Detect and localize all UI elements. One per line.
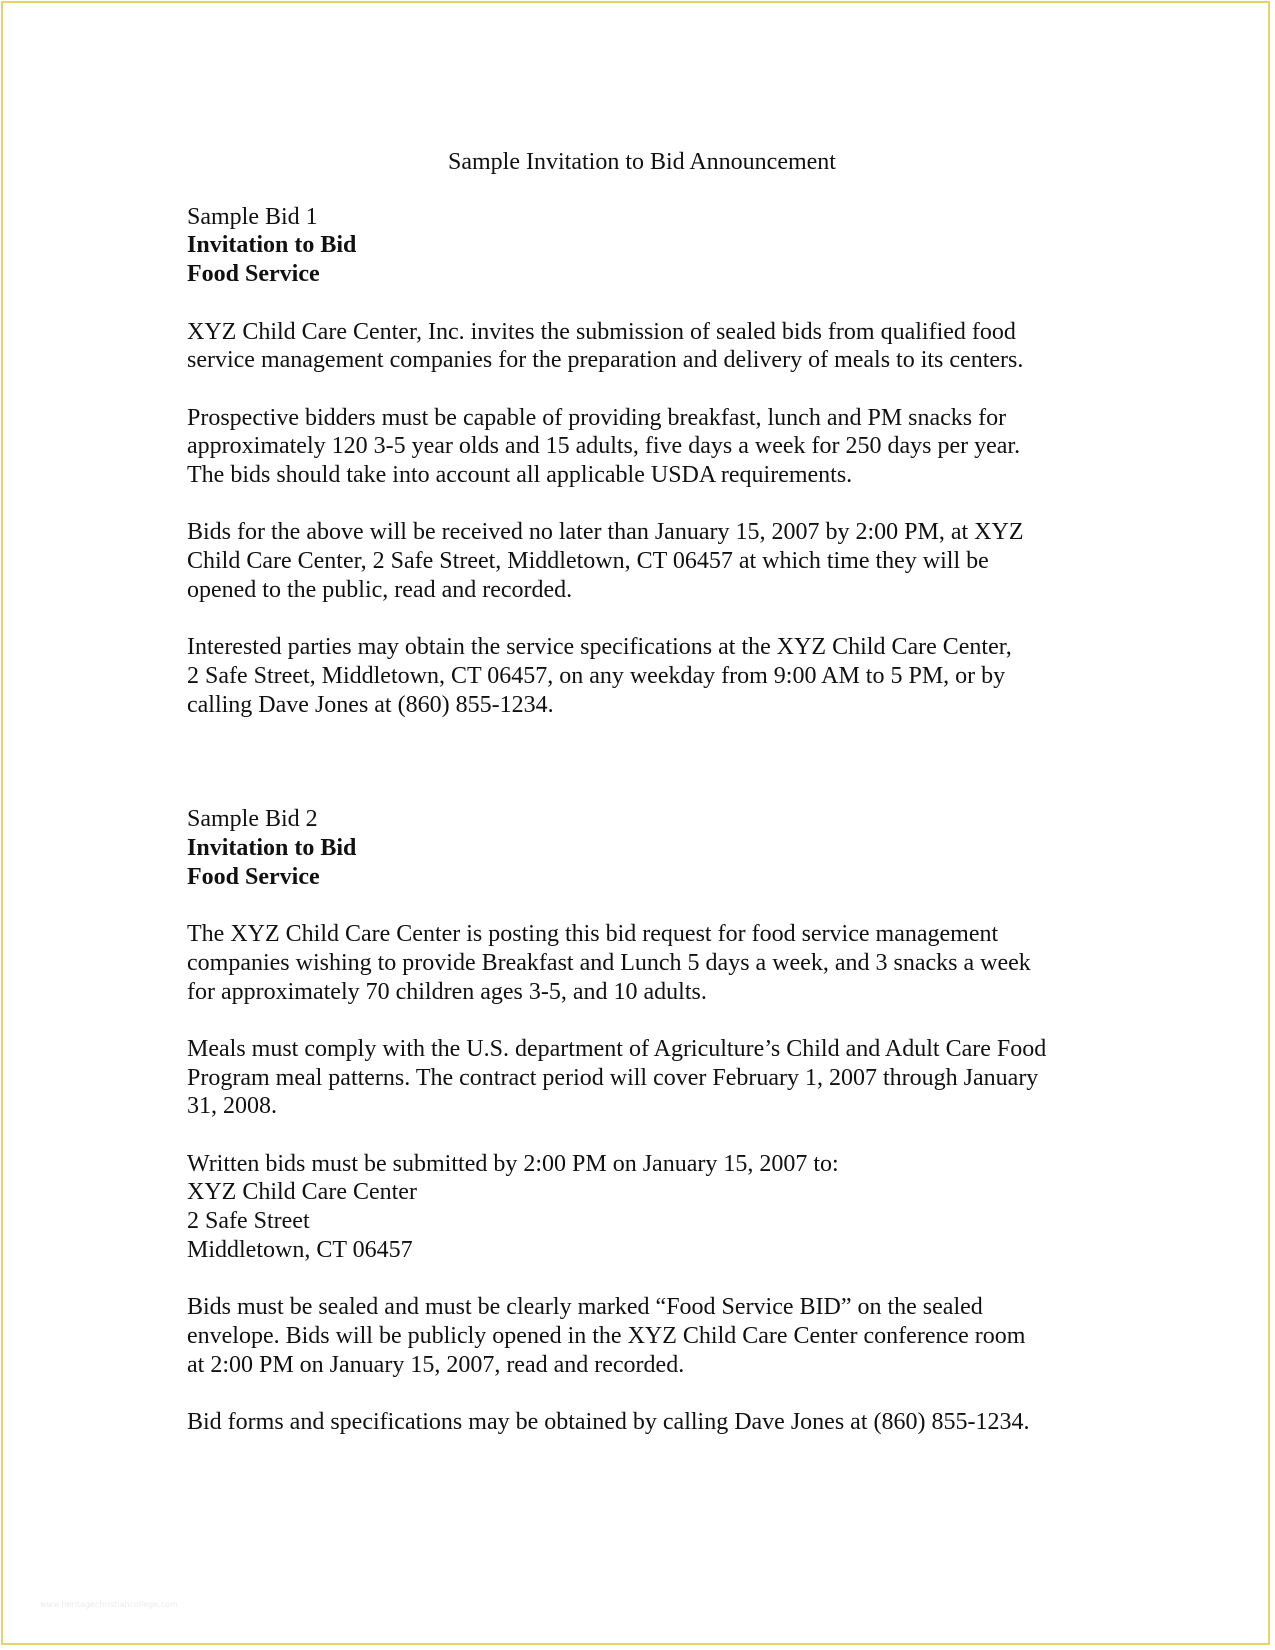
bid-2-label: Sample Bid 2 [187,806,318,833]
text-line: service management companies for the preparation and delivery of meals to its centers. [187,347,1024,374]
document-title: Sample Invitation to Bid Announcement [448,149,836,175]
bid-2-paragraph-2 [187,1035,1097,1121]
text-line: The bids should take into account all applicable USDA requirements. [187,462,853,488]
text-line: Interested parties may obtain the service specifications at the XYZ Child Care Center, [187,634,1012,661]
text-line: at 2:00 PM on January 15, 2007, read and recorded. [187,1351,685,1378]
bid-2-paragraph-5 [187,1408,1097,1437]
text-line: approximately 120 3-5 year olds and 15 adults, five days a week for 250 days per year. [187,433,1021,460]
bid-2-paragraph-1 [187,920,1097,1006]
bid-1-heading-invitation: Invitation to Bid [187,232,357,259]
text-line: Meals must comply with the U.S. department of Agriculture’s Child and Adult Care Food [187,1035,1047,1062]
text-line: Program meal patterns. The contract period will cover February 1, 2007 through January [187,1064,1039,1091]
text-line: 31, 2008. [187,1093,277,1120]
bid-2-heading-invitation: Invitation to Bid [187,835,357,861]
text-line: Child Care Center, 2 Safe Street, Middletown, CT 06457 at which time they will be [187,548,989,575]
bid-1-label: Sample Bid 1 [187,203,318,230]
bid-2-paragraph-3 [187,1150,1097,1265]
text-line: The XYZ Child Care Center is posting this bid request for food service management [187,921,999,948]
text-line: for approximately 70 children ages 3-5, and 10 adults. [187,978,707,1005]
address-line: Middletown, CT 06457 [187,1236,413,1263]
watermark-text: www.heritagechristiancollege.com [40,1600,178,1609]
bid-1-paragraph-4 [187,633,1097,719]
bid-2-paragraph-4 [187,1293,1097,1379]
bid-1-section [187,203,1097,720]
text-line: opened to the public, read and recorded. [187,576,573,603]
text-line: Bids must be sealed and must be clearly marked “Food Service BID” on the sealed [187,1294,983,1321]
text-line: calling Dave Jones at (860) 855-1234. [187,691,554,718]
text-line: Prospective bidders must be capable of providing breakfast, lunch and PM snacks for [187,404,1007,431]
bid-1-paragraph-2 [187,404,1097,490]
text-line: Written bids must be submitted by 2:00 PM on January 15, 2007 to: [187,1150,839,1177]
text-line: envelope. Bids will be publicly opened in the XYZ Child Care Center conference room [187,1322,1026,1349]
bid-2-heading-food-service: Food Service [187,863,320,890]
bid-1-paragraph-1 [187,318,1097,375]
text-line: Bids for the above will be received no later than January 15, 2007 by 2:00 PM, at XYZ [187,519,1024,546]
text-line: XYZ Child Care Center, Inc. invites the submission of sealed bids from qualified food [187,318,1016,345]
text-line: companies wishing to provide Breakfast and Lunch 5 days a week, and 3 snacks a week [187,949,1031,976]
bid-1-paragraph-3 [187,518,1097,604]
address-line: XYZ Child Care Center [187,1179,417,1206]
address-line: 2 Safe Street [187,1208,310,1235]
bid-1-heading-food-service: Food Service [187,261,320,288]
document-body [187,148,1097,1437]
text-line: Bid forms and specifications may be obtained by calling Dave Jones at (860) 855-1234. [187,1408,1030,1435]
text-line: 2 Safe Street, Middletown, CT 06457, on any weekday from 9:00 AM to 5 PM, or by [187,662,1006,689]
bid-2-section [187,805,1097,1436]
